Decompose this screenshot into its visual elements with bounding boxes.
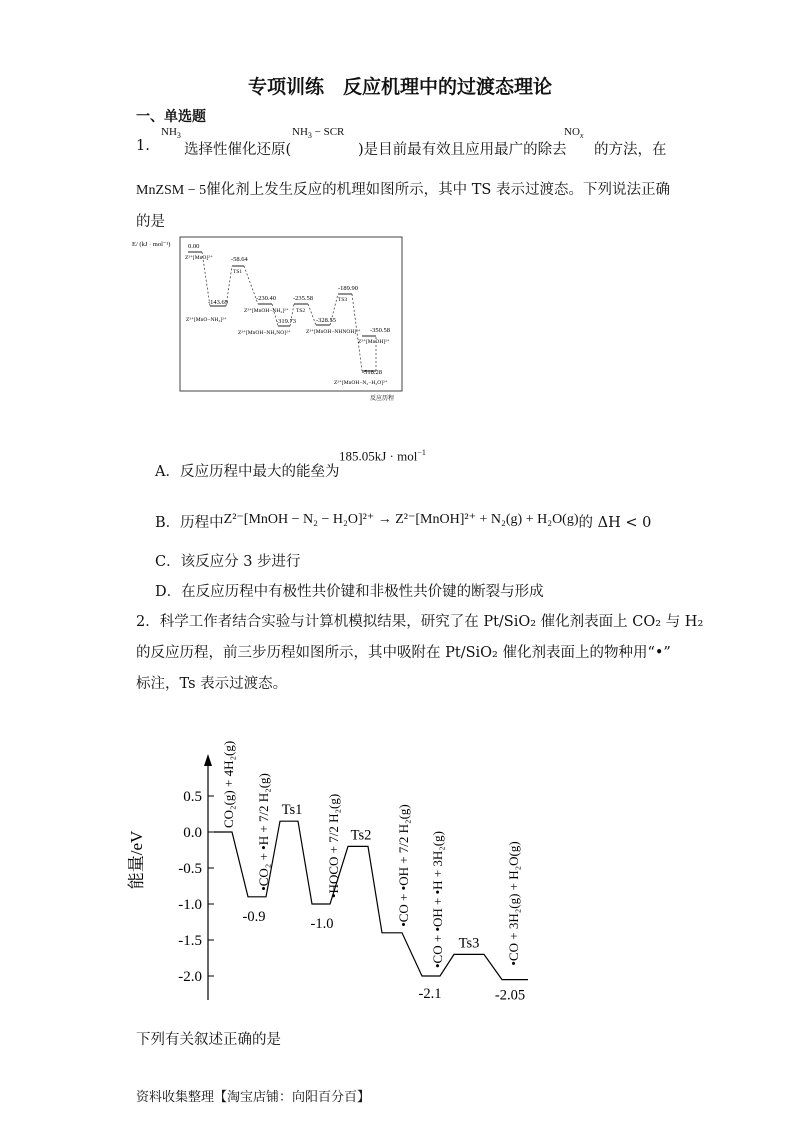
q1-nox: $NO_x$: [564, 126, 584, 141]
q1-line-2: [136, 178, 670, 199]
q1-figure-ylabel: E/ (kJ · mol⁻¹): [132, 241, 171, 248]
q1-species-8: Z²⁺[MnOH]²⁺: [358, 339, 390, 345]
q2-line-1: 2．科学工作者结合实验与计算机模拟结果，研究了在 Pt/SiO₂ 催化剂表面上 CO₂ 与 H₂: [136, 614, 704, 630]
q2-energy-chart: [127, 700, 550, 1010]
q1-species-2: Z²⁺[MnO−NH₃]²⁺: [186, 317, 227, 323]
q2-ts-label: Ts3: [458, 935, 480, 952]
q1-catalyst: MnZSM − 5: [136, 183, 207, 198]
q1-value-4: -235.58: [293, 295, 314, 302]
q2-ytick-label: -1.0: [178, 897, 202, 913]
q1-text-b: )是目前最有效且应用最广的除去: [358, 142, 567, 158]
q1-option-b[interactable]: B．历程中Z²⁻[MnOH − N₂ − H₂O]²⁺ → Z²⁻[MnOH]²⁺ + N₂(g) + H₂O(g)的 ΔH < 0: [155, 512, 652, 531]
q2-species-label: •HOCO + 7/2 H₂(g): [326, 793, 341, 898]
q2-value-label: -2.1: [418, 986, 442, 1002]
q1-scr: $NH_3$ − SCR: [292, 126, 345, 141]
q1-energy-diagram: [130, 236, 405, 406]
q2-value-label: -0.9: [242, 908, 266, 925]
q2-value-label: -1.0: [310, 916, 334, 932]
q1-species-6: Z²⁺[MnOH−NHNOH]²⁺: [306, 329, 361, 335]
q1-value-7: -189.90: [338, 285, 359, 292]
q1-number: 1.: [136, 138, 150, 154]
q2-species-label: •CO₂ + •H + 7/2 H₂(g): [256, 773, 271, 891]
q1-value-3: -230.40: [256, 295, 277, 302]
q2-question: 下列有关叙述正确的是: [136, 1032, 281, 1048]
q1-figure-xlabel: 反应历程: [370, 396, 395, 402]
q2-ts-label: Ts1: [281, 802, 303, 819]
q2-species-label: CO₂(g) + 4H₂(g): [221, 740, 236, 828]
q2-species: [221, 741, 521, 968]
q1-nh3: $NH_3$: [161, 126, 181, 141]
q1-species-3: Z²⁺[MnOH−NH₂]²⁺: [244, 308, 289, 314]
q1-value-6: -328.55: [316, 317, 337, 324]
q1-species-4: TS2: [296, 308, 306, 314]
page-title: 专项训练 反应机理中的过渡态理论: [247, 76, 552, 98]
q1-figure-frame: [180, 237, 402, 391]
q1-value-9: -518.28: [362, 369, 383, 376]
q1-text-c: 的方法，在: [594, 142, 667, 158]
q2-line-3: 标注，Ts 表示过渡态。: [136, 676, 288, 692]
q2-y-axis-arrow: [204, 754, 212, 766]
q1-value-2: -143.69: [208, 299, 229, 306]
q1-line-3: 的是: [136, 214, 165, 230]
q1-species-7: TS3: [338, 297, 348, 303]
q1-species-0: Z²⁺[MnO]²⁺: [185, 255, 213, 261]
q1-energy-path: [202, 252, 376, 371]
q2-species-label: •CO + •OH + 7/2 H₂(g): [396, 804, 411, 927]
q2-ticks: [178, 789, 214, 985]
q2-ytick-label: -1.5: [178, 933, 202, 949]
q2-ytick-label: -0.5: [178, 861, 202, 877]
q1-line-1: [136, 126, 667, 158]
q2-ytick-label: -2.0: [178, 969, 202, 985]
q1-value-0: 0.00: [188, 243, 200, 250]
q1-option-a[interactable]: A．反应历程中最大的能垒为 185.05kJ · mol$^{-1}$: [155, 448, 426, 480]
q2-line-2: 的反应历程，前三步历程如图所示，其中吸附在 Pt/SiO₂ 催化剂表面上的物种用“•”: [136, 645, 671, 661]
q2-species-label: •CO + •OH + •H + 3H₂(g): [430, 831, 445, 968]
q2-ytick-label: 0.5: [183, 789, 202, 805]
q1-value-1: -58.64: [231, 256, 248, 263]
q1-species-9: Z²⁺[MnOH−N₂−H₂O]²⁺: [334, 380, 388, 386]
section-heading: 一、单选题: [136, 109, 206, 125]
q2-ylabel: 能量/eV: [127, 830, 146, 890]
q2-ytick-label: 0.0: [183, 825, 202, 841]
q1-option-c[interactable]: C．该反应分 3 步进行: [155, 554, 301, 570]
q2-species-label: •CO + 3H₂(g) + H₂O(g): [506, 841, 521, 966]
q2-labels: [243, 802, 526, 1003]
q1-value-5: -319.73: [276, 318, 297, 325]
q2-value-label: -2.05: [494, 987, 526, 1004]
q1-option-d[interactable]: D．在反应历程中有极性共价键和非极性共价键的断裂与形成: [155, 584, 544, 600]
q1-text-d: 催化剂上发生反应的机理如图所示，其中 TS 表示过渡态。下列说法正确: [206, 182, 670, 198]
q1-species-5: Z²⁺[MnOH−NH₂NO]²⁺: [238, 330, 291, 336]
footer: 资料收集整理【淘宝店铺：向阳百分百】: [136, 1090, 371, 1105]
q2-ts-label: Ts2: [350, 827, 372, 844]
q1-value-8: -350.58: [370, 327, 391, 334]
q1-species-1: TS1: [233, 269, 243, 275]
q1-text-a: 选择性催化还原(: [184, 142, 292, 158]
